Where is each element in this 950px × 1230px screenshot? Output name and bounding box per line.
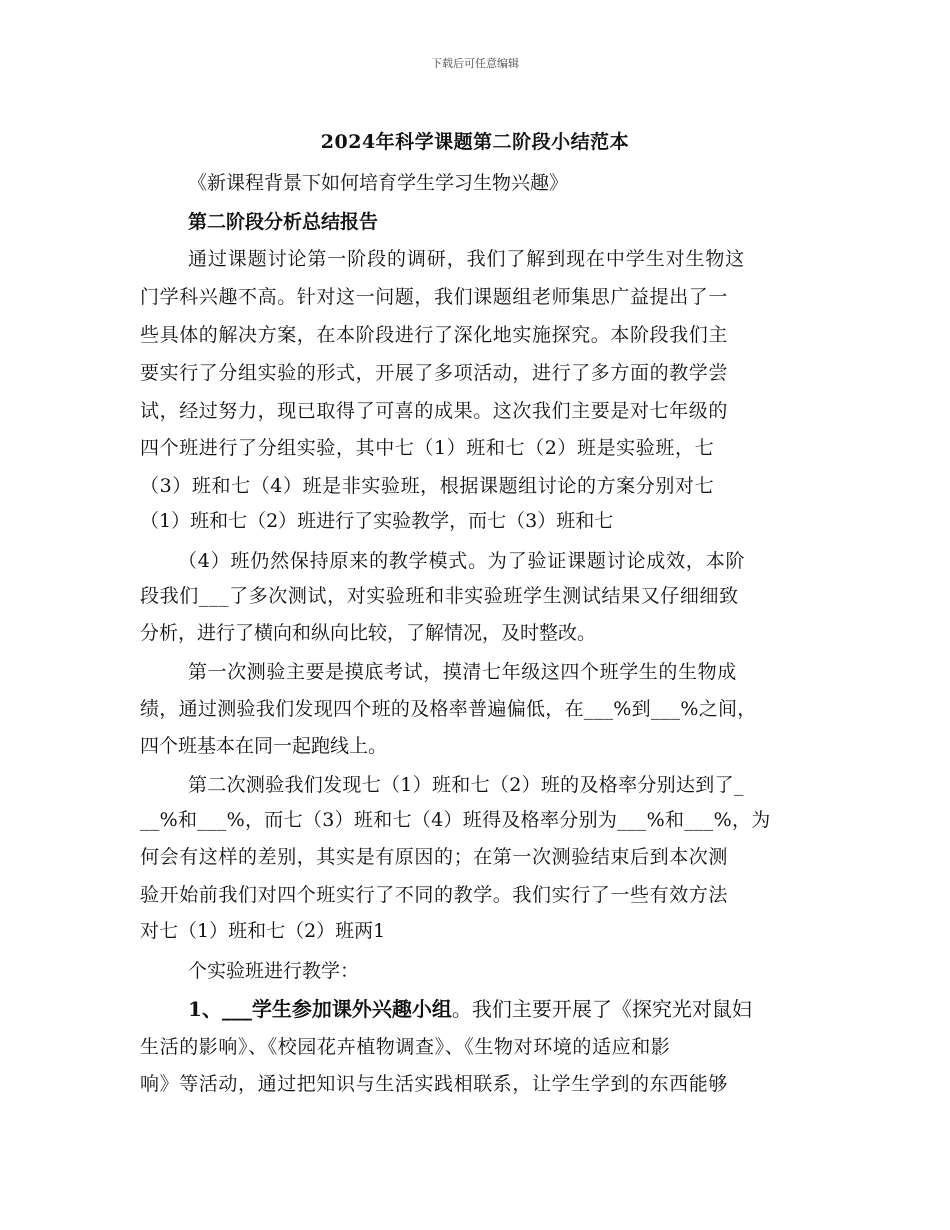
- subtitle: 《新课程背景下如何培育学生学习生物兴趣》: [188, 172, 569, 194]
- paragraph-line: 第一次测验主要是摸底考试，摸清七年级这四个班学生的生物成: [188, 661, 737, 683]
- list-item-heading: [188, 994, 752, 1024]
- section-heading: 第二阶段分析总结报告: [188, 211, 379, 233]
- page-title: 2024年科学课题第二阶段小结范本: [320, 131, 630, 153]
- paragraph-line: 门学科兴趣不高。针对这一问题，我们课题组老师集思广益提出了一: [140, 286, 729, 308]
- paragraph-line: 些具体的解决方案，在本阶段进行了深化地实施探究。本阶段我们主: [140, 324, 729, 346]
- paragraph-line: 个实验班进行教学：: [188, 960, 360, 982]
- paragraph-line: 通过课题讨论第一阶段的调研，我们了解到现在中学生对生物这: [188, 248, 746, 270]
- paragraph-line: 对七（1）班和七（2）班两1: [140, 920, 386, 942]
- paragraph-line: __%和___%，而七（3）班和七（4）班得及格率分别为___%和___%，为: [140, 809, 771, 831]
- paragraph-line: 绩，通过测验我们发现四个班的及格率普遍偏低，在___%到___%之间，: [140, 698, 757, 720]
- paragraph-line: 四个班基本在同一起跑线上。: [140, 735, 388, 757]
- list-item-bold-text: 1、___学生参加课外兴趣小组: [188, 997, 452, 1021]
- paragraph-line: 要实行了分组实验的形式，开展了多项活动，进行了多方面的教学尝: [140, 362, 729, 384]
- paragraph-line: 试，经过努力，现已取得了可喜的成果。这次我们主要是对七年级的: [140, 400, 729, 422]
- paragraph-line: 验开始前我们对四个班实行了不同的教学。我们实行了一些有效方法: [140, 884, 729, 906]
- paragraph-line: 段我们___了多次测试，对实验班和非实验班学生测试结果又仔细细致: [140, 585, 739, 607]
- paragraph-line: （4）班仍然保持原来的教学模式。为了验证课题讨论成效，本阶: [178, 550, 746, 572]
- paragraph-line: 第二次测验我们发现七（1）班和七（2）班的及格率分别达到了_: [188, 774, 744, 796]
- header-note: 下载后可任意编辑: [431, 57, 519, 70]
- paragraph-line: 生活的影响》、《校园花卉植物调查》、《生物对环境的适应和影: [140, 1036, 671, 1058]
- paragraph-line: （3）班和七（4）班是非实验班，根据课题组讨论的方案分别对七: [140, 475, 715, 497]
- paragraph-line: （1）班和七（2）班进行了实验教学，而七（3）班和七: [140, 510, 614, 532]
- paragraph-line: 何会有这样的差别，其实是有原因的；在第一次测验结束后到本次测: [140, 846, 729, 868]
- list-item-text: 。我们主要开展了《探究光对鼠妇: [451, 997, 752, 1021]
- paragraph-line: 四个班进行了分组实验，其中七（1）班和七（2）班是实验班，七: [140, 437, 715, 459]
- paragraph-line: 分析，进行了横向和纵向比较，了解情况，及时整改。: [140, 622, 597, 644]
- paragraph-line: 响》等活动，通过把知识与生活实践相联系，让学生学到的东西能够: [140, 1073, 729, 1095]
